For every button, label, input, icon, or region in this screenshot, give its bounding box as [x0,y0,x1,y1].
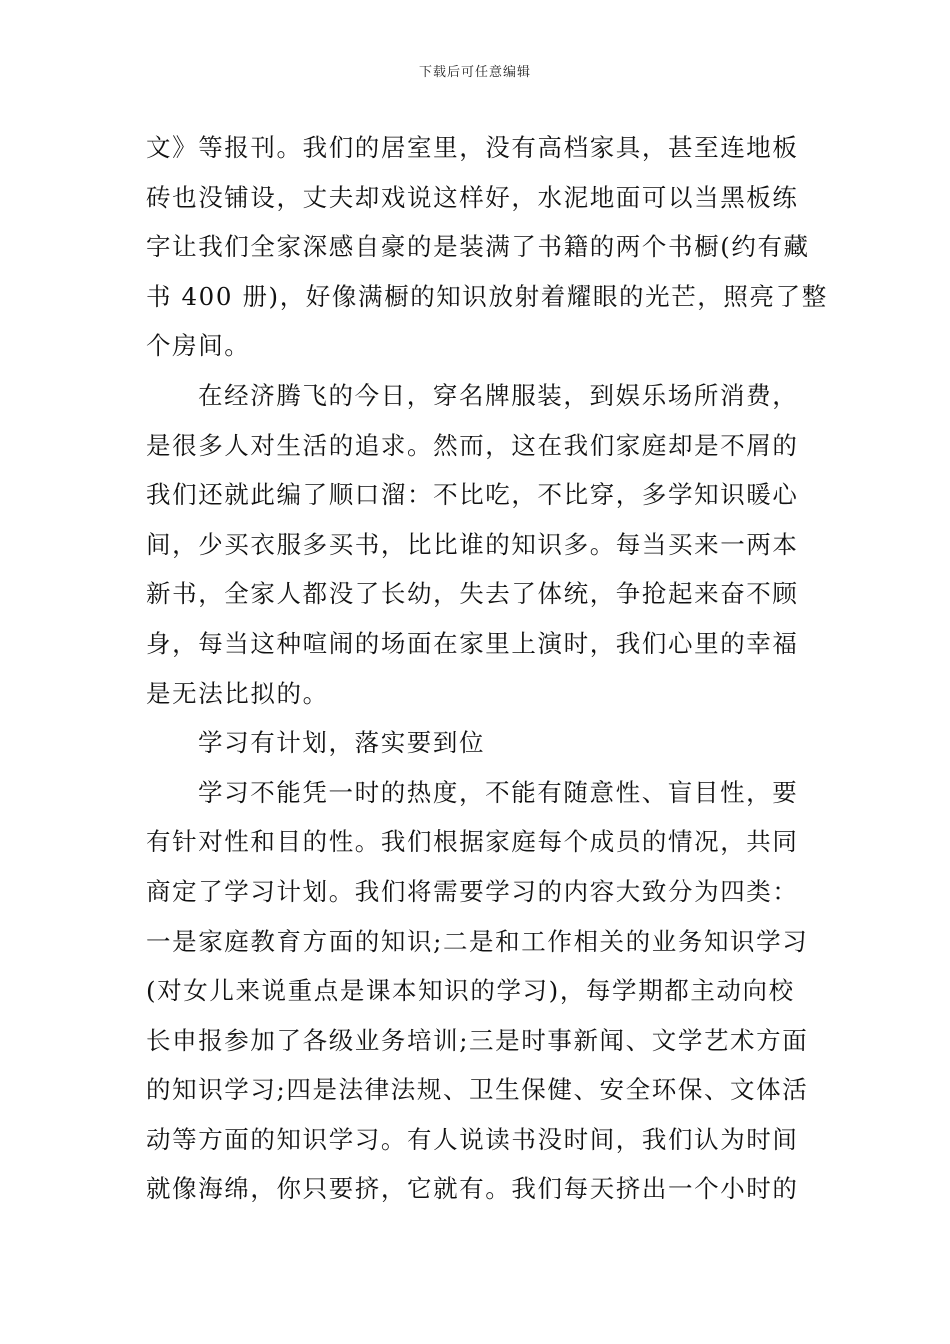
text-line: 砖也没铺设，丈夫却戏说这样好，水泥地面可以当黑板练 [146,182,799,212]
text-line: 有针对性和目的性。我们根据家庭每个成员的情况，共同 [146,827,799,857]
text-line: 动等方面的知识学习。有人说读书没时间，我们认为时间 [146,1124,799,1154]
text-line: 长申报参加了各级业务培训;三是时事新闻、文学艺术方面 [146,1025,809,1055]
document-body [146,123,826,1214]
text-line: 商定了学习计划。我们将需要学习的内容大致分为四类： [146,876,799,906]
text-line: 新书，全家人都没了长幼，失去了体统，争抢起来奋不顾 [146,579,799,609]
text-line: 一是家庭教育方面的知识;二是和工作相关的业务知识学习 [146,926,809,956]
paragraph-3 [146,768,826,1214]
paragraph-1 [146,123,826,371]
text-line: 文》等报刊。我们的居室里，没有高档家具，甚至连地板 [146,133,799,162]
text-line: 间，少买衣服多买书，比比谁的知识多。每当买来一两本 [146,529,799,559]
text-line: 我们还就此编了顺口溜：不比吃，不比穿，多学知识暖心 [146,480,799,510]
text-line: (对女儿来说重点是课本知识的学习)，每学期都主动向校 [146,976,795,1006]
text-line: 学习不能凭一时的热度，不能有随意性、盲目性，要 [198,777,799,807]
text-line: 书 400 册)，好像满橱的知识放射着耀眼的光芒，照亮了整 [146,281,828,311]
text-line: 身，每当这种喧闹的场面在家里上演时，我们心里的幸福 [146,628,799,658]
section-heading-text: 学习有计划，落实要到位 [198,728,486,758]
text-line: 是很多人对生活的追求。然而，这在我们家庭却是不屑的 [146,430,799,460]
section-heading [146,718,826,768]
text-line: 字让我们全家深感自豪的是装满了书籍的两个书橱(约有藏 [146,232,810,262]
text-line: 的知识学习;四是法律法规、卫生保健、安全环保、文体活 [146,1075,809,1105]
text-line: 个房间。 [146,331,251,361]
paragraph-2 [146,371,826,718]
page-header: 下载后可任意编辑 [418,65,531,80]
text-line: 就像海绵，你只要挤，它就有。我们每天挤出一个小时的 [146,1174,799,1204]
text-line: 是无法比拟的。 [146,678,329,708]
text-line: 在经济腾飞的今日，穿名牌服装，到娱乐场所消费， [198,380,799,410]
